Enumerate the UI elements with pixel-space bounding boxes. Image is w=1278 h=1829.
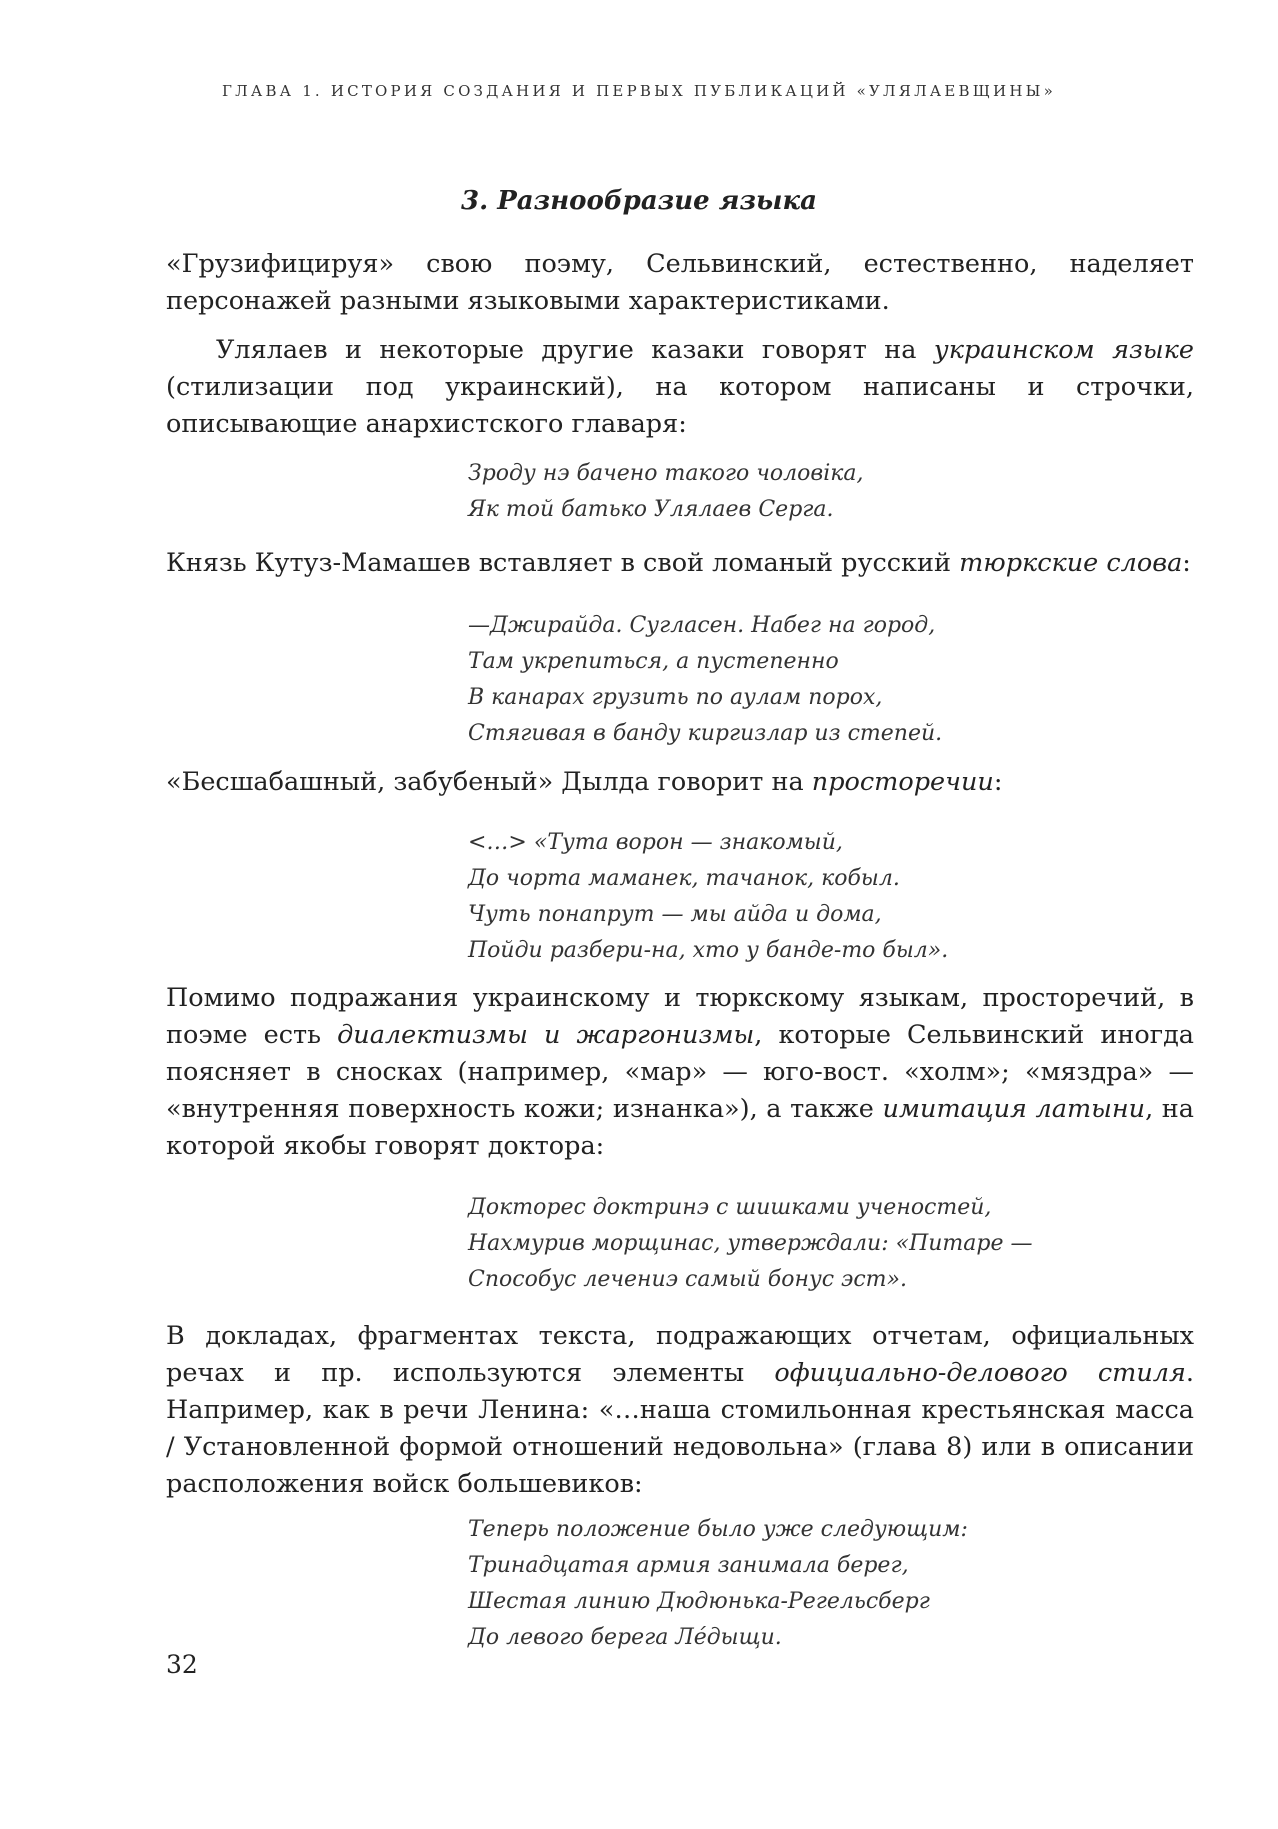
paragraph-text: . Например, как в речи Ленина: «…наша стомильонная крестьянская масса / Установленной формой отношений недовольна» (глава 8) или в описании расположения войск большевиков: bbox=[166, 1358, 1194, 1499]
verse-quote-1 bbox=[468, 456, 1188, 528]
verse-line: <…> «Тута ворон — знакомый, bbox=[468, 830, 843, 855]
paragraph-6 bbox=[166, 1318, 1194, 1503]
paragraph-text: «Бесшабашный, забубеный» Дылда говорит на bbox=[166, 767, 812, 797]
verse-line: Теперь положение было уже следующим: bbox=[468, 1517, 968, 1542]
verse-line: Стягивая в банду киргизлар из степей. bbox=[468, 721, 943, 746]
paragraph-text: : bbox=[1182, 548, 1191, 578]
verse-quote-5 bbox=[468, 1512, 1188, 1656]
emphasis-latin: имитация латыни bbox=[882, 1094, 1146, 1124]
verse-line: До левого берега Лéдыщи. bbox=[468, 1625, 782, 1650]
emphasis-dialect: диалектизмы и жаргонизмы bbox=[337, 1020, 755, 1050]
verse-quote-4 bbox=[468, 1190, 1188, 1298]
verse-line: Зроду нэ бачено такого чоловіка, bbox=[468, 461, 864, 486]
verse-line: Там укрепиться, а пустепенно bbox=[468, 649, 839, 674]
emphasis-vernacular: просторечии bbox=[811, 767, 994, 797]
paragraph-3 bbox=[166, 545, 1194, 582]
verse-line: —Джирайда. Сугласен. Набег на город, bbox=[468, 613, 936, 638]
paragraph-text: , на которой якобы говорят доктора: bbox=[166, 1094, 1194, 1161]
verse-line: Нахмурив морщинас, утверждали: «Питаре — bbox=[468, 1231, 1033, 1256]
verse-line: Чуть понапрут — мы айда и дома, bbox=[468, 902, 882, 927]
paragraph-text: В докладах, фрагментах текста, подражающих отчетам, официальных речах и пр. используются элементы bbox=[166, 1321, 1194, 1388]
paragraph-5 bbox=[166, 980, 1194, 1165]
paragraph-text: Князь Кутуз-Мамашев вставляет в свой ломаный русский bbox=[166, 548, 960, 578]
verse-line: Способус лечениэ самый бонус эст». bbox=[468, 1267, 907, 1292]
page-number: 32 bbox=[166, 1650, 198, 1679]
verse-line: До чорта маманек, тачанок, кобыл. bbox=[468, 866, 900, 891]
verse-line: В канарах грузить по аулам порох, bbox=[468, 685, 883, 710]
verse-line: Шестая линию Дюдюнька-Регельсберг bbox=[468, 1589, 930, 1614]
verse-line: Пойди разбери-на, хто у банде-то был». bbox=[468, 938, 949, 963]
paragraph-2 bbox=[166, 332, 1194, 443]
paragraph-4 bbox=[166, 764, 1194, 801]
emphasis-official-style: официально-делового стиля bbox=[774, 1358, 1186, 1388]
section-title: 3. Разнообразие языка bbox=[461, 186, 817, 216]
running-head: ГЛАВА 1. ИСТОРИЯ СОЗДАНИЯ И ПЕРВЫХ ПУБЛИКАЦИЙ «УЛЯЛАЕВЩИНЫ» bbox=[222, 82, 1056, 100]
paragraph-text: : bbox=[993, 767, 1003, 797]
paragraph-text: Улялаев и некоторые другие казаки говорят на bbox=[216, 335, 934, 365]
paragraph-text: (стилизации под украинский), на котором написаны и строчки, описывающие анархистского главаря: bbox=[166, 372, 1194, 439]
verse-quote-3 bbox=[468, 825, 1188, 969]
verse-quote-2 bbox=[468, 608, 1188, 752]
verse-line: Докторес доктринэ с шишками ученостей, bbox=[468, 1195, 992, 1220]
paragraph-text: , которые Сельвинский иногда поясняет в сносках (например, «мар» — юго-вост. «холм»; «мяздра» — «внутренняя поверхность кожи; изнанка»), а также bbox=[166, 1020, 1194, 1124]
paragraph-text: «Грузифицируя» свою поэму, Сельвинский, естественно, наделяет персонажей разными языковыми характеристиками. bbox=[166, 249, 1194, 316]
verse-line: Як той батько Улялаев Серга. bbox=[468, 497, 834, 522]
emphasis-ukrainian: украинском языке bbox=[933, 335, 1195, 365]
paragraph-text: Помимо подражания украинскому и тюркскому языкам, просторечий, в поэме есть bbox=[166, 983, 1194, 1050]
emphasis-turkic: тюркские слова bbox=[959, 548, 1183, 578]
paragraph-1 bbox=[166, 246, 1194, 320]
verse-line: Тринадцатая армия занимала берег, bbox=[468, 1553, 909, 1578]
